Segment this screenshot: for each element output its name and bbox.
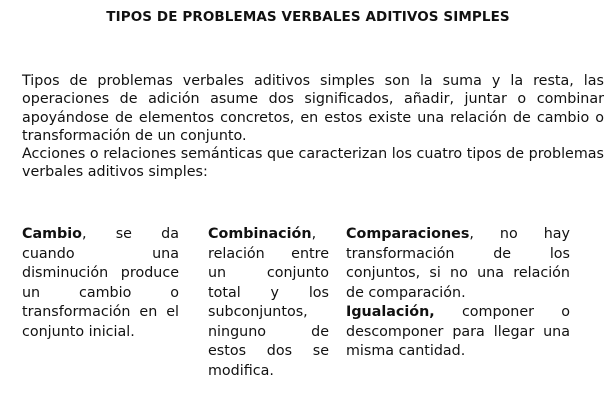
- definition-igualacion: [346, 303, 570, 362]
- intro-paragraph: Acciones o relaciones semánticas que caracterizan los cuatro tipos de problemas verbales aditivos simples:: [22, 146, 604, 181]
- intro-paragraph: Tipos de problemas verbales aditivos simples son la suma y la resta, las operaciones de adición asume dos significados, añadir, juntar o combinar apoyándose de elementos concretos, en estos existe una relación de cambio o transformación de un conjunto.: [22, 73, 604, 144]
- definition-text: , no hay transformación de los conjuntos, si no una relación de comparación.: [346, 226, 570, 301]
- term-combinacion: Combinación: [208, 226, 312, 242]
- term-igualacion: Igualación,: [346, 304, 435, 320]
- page-title: TIPOS DE PROBLEMAS VERBALES ADITIVOS SIMPLES: [106, 9, 510, 25]
- column-combinacion: [208, 225, 329, 381]
- term-cambio: Cambio: [22, 226, 82, 242]
- definition-text: componer o descomponer para llegar una misma cantidad.: [346, 304, 570, 359]
- definition-cambio: [22, 225, 179, 342]
- intro-section: [22, 72, 604, 182]
- term-comparaciones: Comparaciones: [346, 226, 470, 242]
- definition-comparaciones: [346, 225, 570, 303]
- definition-text: , se da cuando una disminución produce un cambio o transformación en el conjunto inicial.: [22, 226, 179, 340]
- definition-text: , relación entre un conjunto total y los subconjuntos, ninguno de estos dos se modifica.: [208, 226, 329, 379]
- definition-combinacion: [208, 225, 329, 381]
- column-cambio: [22, 225, 179, 342]
- column-comparaciones-igualacion: [346, 225, 570, 362]
